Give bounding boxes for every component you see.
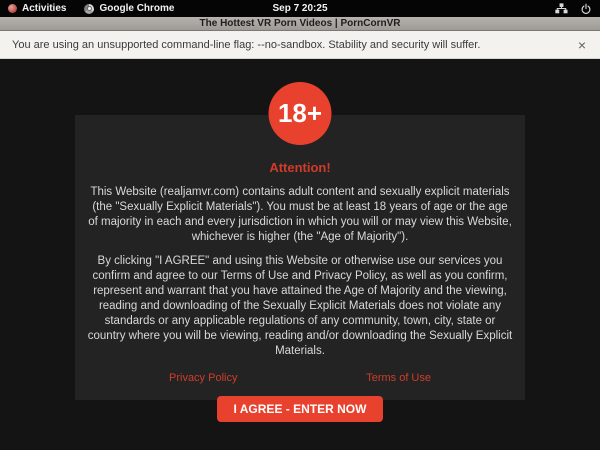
disclaimer-paragraph-1: This Website (realjamvr.com) contains adult content and sexually explicit materials (the "Sexually Explicit Materials"). You must be at least 18 years of age or the age of majority in each and every jurisdiction in which you will or may view this Website, whichever is higher (the "Age of Majority"). [88, 186, 512, 243]
infobar [0, 31, 600, 59]
age-18-badge: 18+ [269, 82, 332, 145]
policy-links-row [75, 372, 525, 384]
attention-heading: Attention! [269, 160, 331, 175]
network-icon[interactable] [555, 3, 568, 14]
window-title: The Hottest VR Porn Videos | PornCornVR [199, 18, 401, 29]
disclaimer-paragraph-2: By clicking "I AGREE" and using this Website or otherwise use our services you confirm and agree to our Terms of Use and Privacy Policy, as well as you confirm, represent and warrant that you have attained the Age of Majority and the viewing, reading and downloading of the Sexually Explicit Materials does not violate any standards or any applicable regulations of any community, town, city, state or country where you will be viewing, reading and/or downloading the Sexually Explicit Materials. [87, 255, 513, 357]
clock[interactable]: Sep 7 20:25 [272, 3, 328, 14]
app-menu-label: Google Chrome [99, 3, 175, 14]
activities-label: Activities [22, 3, 67, 14]
app-menu-button[interactable] [84, 3, 174, 14]
chrome-icon [84, 4, 94, 14]
agree-enter-button[interactable]: I AGREE - ENTER NOW [217, 396, 384, 422]
age-verification-modal [75, 98, 525, 416]
terms-of-use-link[interactable]: Terms of Use [366, 372, 431, 384]
infobar-message: You are using an unsupported command-line flag: --no-sandbox. Stability and security will suffer. [12, 38, 481, 51]
activities-button[interactable] [8, 3, 66, 14]
privacy-policy-link[interactable]: Privacy Policy [169, 372, 238, 384]
activities-dot-icon [8, 4, 17, 13]
system-tray[interactable] [555, 3, 592, 15]
close-icon[interactable]: × [577, 36, 586, 53]
gnome-top-bar [0, 0, 600, 17]
window-titlebar[interactable] [0, 17, 600, 31]
page-background [0, 59, 600, 449]
power-icon[interactable] [580, 3, 592, 15]
